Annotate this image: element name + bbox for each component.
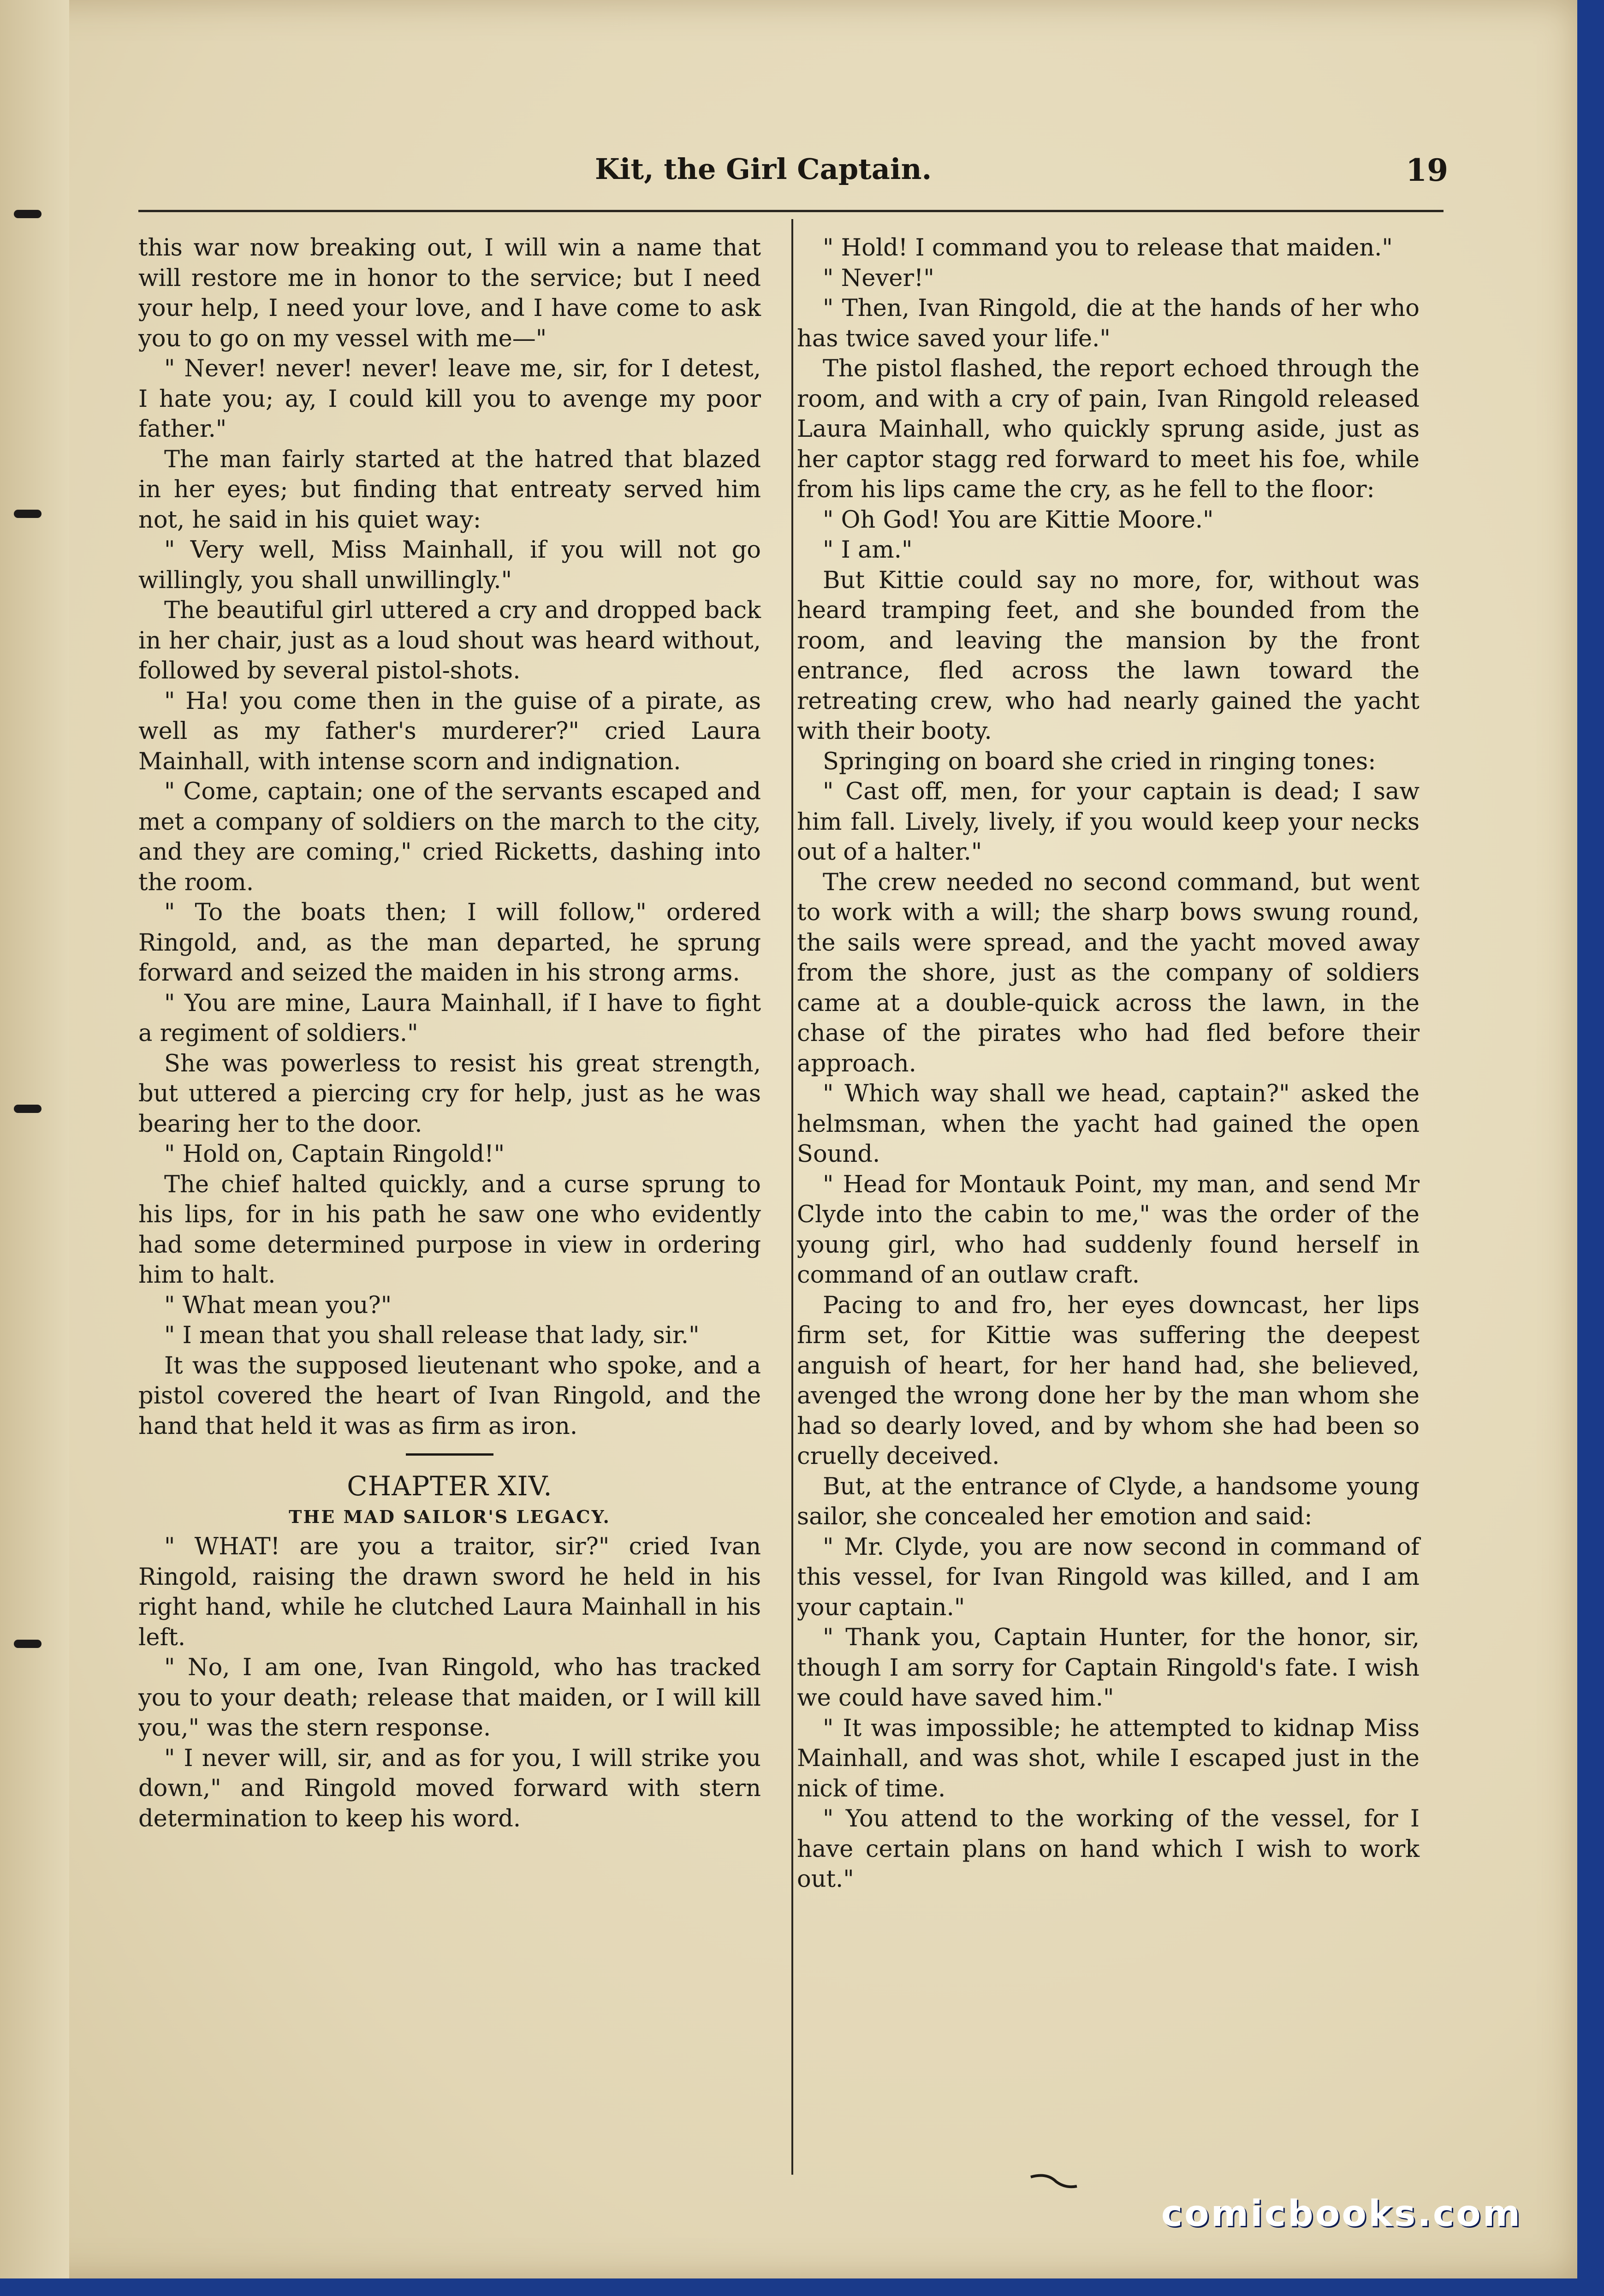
watermark: comicbooks.com <box>1161 2193 1522 2235</box>
column-divider <box>791 219 793 2175</box>
header-rule <box>138 210 1444 212</box>
chapter-subtitle: THE MAD SAILOR'S LEGACY. <box>289 1506 611 1527</box>
paragraph: " Come, captain; one of the servants escaped and met a company of soldiers on the march to the city, and they are coming," cried Ricketts, dashing into the room. <box>138 778 761 896</box>
left-column <box>138 233 761 1834</box>
paragraph: " Cast off, men, for your captain is dead; I saw him fall. Lively, lively, if you would keep your necks out of a halter." <box>797 778 1420 866</box>
paragraph: " Oh God! You are Kittie Moore." <box>823 506 1214 534</box>
right-column-text <box>797 233 1420 1895</box>
paragraph: The pistol flashed, the report echoed through the room, and with a cry of pain, Ivan Ringold released Laura Mainhall, who quickly sprung aside, just as her captor stagg red forward to meet his foe, while from his lips came the cry, as he fell to the floor: <box>797 355 1420 503</box>
paragraph: " Hold! I command you to release that maiden." <box>823 234 1393 262</box>
paragraph: " Never!" <box>823 264 934 292</box>
paragraph: " What mean you?" <box>164 1291 392 1319</box>
paragraph: The chief halted quickly, and a curse sprung to his lips, for in his path he saw one who evidently had some determined purpose in view in ordering him to halt. <box>138 1171 761 1289</box>
paragraph: " I am." <box>823 536 913 564</box>
staple-mark <box>14 1640 42 1648</box>
chapter-rule <box>406 1453 493 1456</box>
paragraph: " You attend to the working of the vessel, for I have certain plans on hand which I wish to work out." <box>797 1805 1420 1893</box>
paragraph: " No, I am one, Ivan Ringold, who has tracked you to your death; release that maiden, or I will kill you," was the stern response. <box>138 1654 761 1742</box>
paragraph: " I never will, sir, and as for you, I will strike you down," and Ringold moved forward with stern determination to keep his word. <box>138 1744 761 1832</box>
page-number: 19 <box>1406 152 1448 188</box>
paragraph: " Ha! you come then in the guise of a pirate, as well as my father's murderer?" cried Laura Mainhall, with intense scorn and indignation. <box>138 687 761 775</box>
left-column-text <box>138 233 761 1441</box>
paragraph: " To the boats then; I will follow," ordered Ringold, and, as the man departed, he sprung forward and seized the maiden in his strong arms. <box>138 899 761 987</box>
paragraph: " Hold on, Captain Ringold!" <box>164 1141 505 1168</box>
paragraph: " Thank you, Captain Hunter, for the honor, sir, though I am sorry for Captain Ringold's fate. I wish we could have saved him." <box>797 1624 1420 1712</box>
paragraph: The beautiful girl uttered a cry and dropped back in her chair, just as a loud shout was heard without, followed by several pistol-shots. <box>138 597 761 684</box>
paragraph: But Kittie could say no more, for, without was heard tramping feet, and she bounded from the room, and leaving the mansion by the front entrance, fled across the lawn toward the retreating crew, who had nearly gained the yacht with their booty. <box>797 566 1420 745</box>
paragraph: Pacing to and fro, her eyes downcast, her lips firm set, for Kittie was suffering the deepest anguish of heart, for her hand had, she believed, avenged the wrong done her by the man whom she had so dearly loved, and by whom she had been so cruelly deceived. <box>797 1291 1420 1470</box>
paragraph: " Mr. Clyde, you are now second in command of this vessel, for Ivan Ringold was killed, and I am your captain." <box>797 1533 1420 1621</box>
paragraph: " WHAT! are you a traitor, sir?" cried Ivan Ringold, raising the drawn sword he held in his right hand, while he clutched Laura Mainhall in his left. <box>138 1533 761 1651</box>
paragraph: But, at the entrance of Clyde, a handsome young sailor, she concealed her emotion and said: <box>797 1473 1420 1530</box>
paragraph: " Never! never! never! leave me, sir, for I detest, I hate you; ay, I could kill you to avenge my poor father." <box>138 355 761 443</box>
paragraph: It was the supposed lieutenant who spoke, and a pistol covered the heart of Ivan Ringold, and the hand that held it was as firm as iron. <box>138 1352 761 1440</box>
right-column <box>797 233 1420 1895</box>
staple-mark <box>14 510 42 518</box>
paragraph: " Which way shall we head, captain?" asked the helmsman, when the yacht had gained the open Sound. <box>797 1080 1420 1168</box>
paragraph: " You are mine, Laura Mainhall, if I have to fight a regiment of soldiers." <box>138 989 761 1047</box>
page-header <box>143 152 1448 203</box>
paragraph: " Then, Ivan Ringold, die at the hands of her who has twice saved your life." <box>797 295 1420 352</box>
paragraph: " I mean that you shall release that lady, sir." <box>164 1322 700 1349</box>
paragraph: " Head for Montauk Point, my man, and send Mr Clyde into the cabin to me," was the order of the young girl, who had suddenly found herself in command of an outlaw craft. <box>797 1171 1420 1289</box>
page-gutter <box>0 0 69 2278</box>
staple-mark <box>14 1105 42 1113</box>
paragraph: She was powerless to resist his great strength, but uttered a piercing cry for help, just as he was bearing her to the door. <box>138 1050 761 1138</box>
running-title: Kit, the Girl Captain. <box>595 152 932 186</box>
paragraph: " It was impossible; he attempted to kidnap Miss Mainhall, and was shot, while I escaped just in the nick of time. <box>797 1714 1420 1802</box>
paragraph: The crew needed no second command, but went to work with a will; the sharp bows swung round, the sails were spread, and the yacht moved away from the shore, just as the company of soldiers came at a double-quick across the lawn, in the chase of the pirates who had fled before their approach. <box>797 868 1420 1077</box>
paragraph: Springing on board she cried in ringing tones: <box>823 748 1376 775</box>
chapter-title: CHAPTER XIV. <box>347 1470 552 1502</box>
paragraph: The man fairly started at the hatred that blazed in her eyes; but finding that entreaty served him not, he said in his quiet way: <box>138 446 761 534</box>
paragraph: this war now breaking out, I will win a name that will restore me in honor to the service; but I need your help, I need your love, and I have come to ask you to go on my vessel with me—" <box>138 234 761 352</box>
staple-mark <box>14 210 42 218</box>
paragraph: " Very well, Miss Mainhall, if you will not go willingly, you shall unwillingly." <box>138 536 761 594</box>
chapter-text <box>138 1532 761 1834</box>
printer-mark-icon <box>1028 2172 1079 2191</box>
